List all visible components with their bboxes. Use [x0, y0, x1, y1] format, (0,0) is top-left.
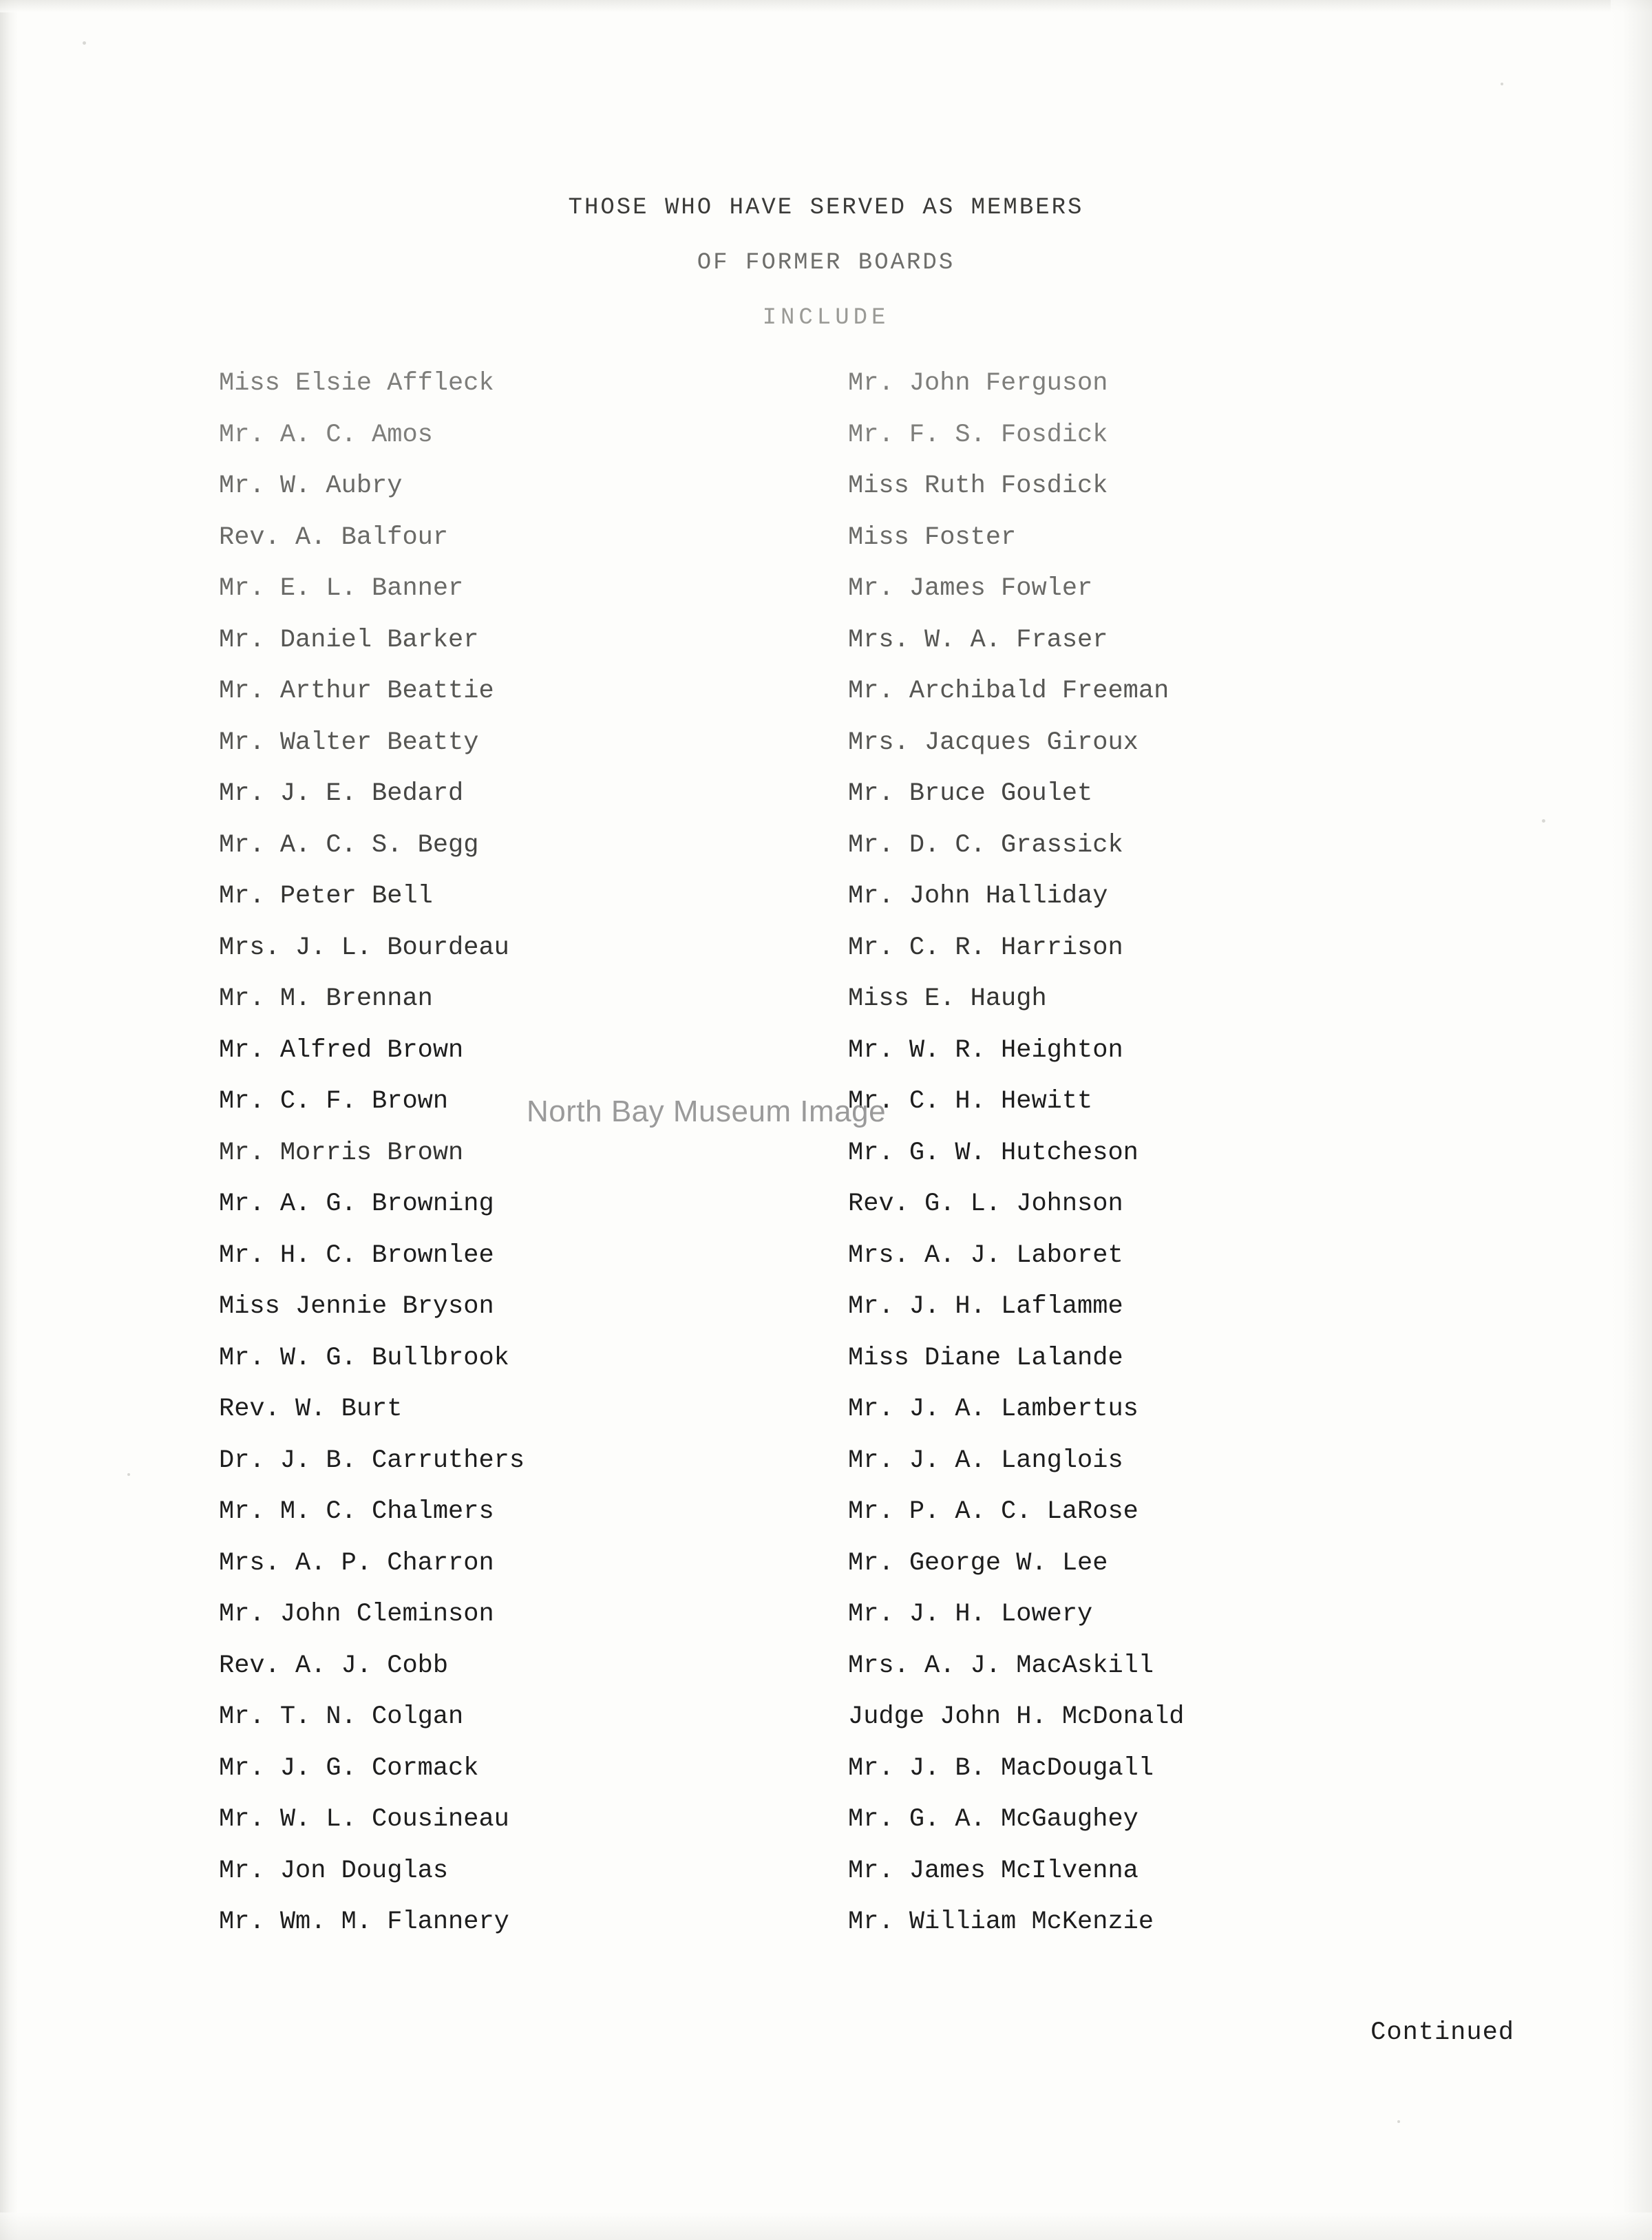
list-item: Mr. D. C. Grassick	[848, 830, 1123, 860]
paper-speck	[1397, 2120, 1400, 2123]
list-item: Mr. J. A. Langlois	[848, 1446, 1123, 1475]
list-item: Mr. Arthur Beattie	[219, 677, 494, 706]
list-item: Mr. Morris Brown	[219, 1138, 464, 1167]
name-columns	[0, 358, 1652, 1934]
list-item: Mr. James McIlvenna	[848, 1856, 1139, 1885]
list-item: Mr. T. N. Colgan	[219, 1702, 464, 1731]
list-item: Mr. C. F. Brown	[219, 1087, 449, 1116]
list-item: Mr. M. Brennan	[219, 984, 433, 1013]
list-item: Mr. H. C. Brownlee	[219, 1240, 494, 1270]
list-item: Miss Elsie Affleck	[219, 369, 494, 398]
list-item: Dr. J. B. Carruthers	[219, 1446, 525, 1475]
heading-line-3: INCLUDE	[762, 305, 890, 331]
list-item: Rev. W. Burt	[219, 1395, 403, 1424]
list-item: Mrs. Jacques Giroux	[848, 728, 1139, 757]
list-item: Mr. J. H. Lowery	[848, 1600, 1093, 1629]
list-item: Mrs. A. P. Charron	[219, 1548, 494, 1578]
list-item: Mr. J. E. Bedard	[219, 779, 464, 808]
list-item: Mr. J. A. Lambertus	[848, 1395, 1139, 1424]
list-item: Mr. F. S. Fosdick	[848, 420, 1108, 450]
heading-line-1: THOSE WHO HAVE SERVED AS MEMBERS	[568, 195, 1084, 221]
list-item: Mr. M. C. Chalmers	[219, 1497, 494, 1526]
list-item: Mr. A. C. Amos	[219, 420, 433, 450]
list-item: Mr. Archibald Freeman	[848, 677, 1169, 706]
document-heading	[0, 180, 1652, 346]
list-item: Mr. W. G. Bullbrook	[219, 1343, 509, 1373]
list-item: Mrs. A. J. Laboret	[848, 1240, 1123, 1270]
list-item: Miss Ruth Fosdick	[848, 472, 1108, 500]
list-item: Mr. W. L. Cousineau	[219, 1805, 509, 1834]
list-item: Mr. W. Aubry	[219, 472, 403, 500]
list-item: Judge John H. McDonald	[848, 1702, 1185, 1731]
list-item: Rev. G. L. Johnson	[848, 1190, 1123, 1218]
list-item: Mr. Jon Douglas	[219, 1856, 449, 1885]
list-item: Mr. P. A. C. LaRose	[848, 1497, 1139, 1526]
list-item: Rev. A. J. Cobb	[219, 1651, 449, 1680]
list-item: Mr. Bruce Goulet	[848, 779, 1093, 808]
name-column-left	[219, 358, 838, 1948]
list-item: Mr. George W. Lee	[848, 1548, 1108, 1578]
continued-note: Continued	[1370, 2018, 1514, 2047]
paper-speck	[83, 41, 86, 45]
watermark-text: North Bay Museum Image	[527, 1095, 887, 1128]
list-item: Mr. William McKenzie	[848, 1908, 1154, 1936]
list-item: Mr. James Fowler	[848, 574, 1093, 603]
paper-speck	[1501, 83, 1503, 85]
list-item: Mr. Alfred Brown	[219, 1035, 464, 1065]
list-item: Mr. E. L. Banner	[219, 574, 464, 603]
list-item: Mr. J. G. Cormack	[219, 1753, 479, 1783]
heading-line-2: OF FORMER BOARDS	[697, 250, 955, 276]
list-item: Mrs. W. A. Fraser	[848, 625, 1108, 655]
list-item: Miss Jennie Bryson	[219, 1292, 494, 1321]
list-item: Mr. John Ferguson	[848, 369, 1108, 398]
list-item: Mr. C. R. Harrison	[848, 933, 1123, 962]
list-item: Mr. A. G. Browning	[219, 1190, 494, 1218]
list-item: Mr. Peter Bell	[219, 882, 433, 911]
list-item: Mr. J. H. Laflamme	[848, 1292, 1123, 1321]
list-item: Mr. G. A. McGaughey	[848, 1805, 1139, 1834]
list-item: Miss Foster	[848, 522, 1017, 552]
scan-edge-bottom	[0, 2212, 1652, 2240]
list-item: Mr. J. B. MacDougall	[848, 1753, 1154, 1783]
list-item: Mr. A. C. S. Begg	[219, 830, 479, 860]
list-item: Mr. Daniel Barker	[219, 625, 479, 655]
list-item: Miss Diane Lalande	[848, 1343, 1123, 1373]
name-column-right	[848, 358, 1523, 1948]
list-item: Mr. John Halliday	[848, 882, 1108, 911]
list-item: Mr. G. W. Hutcheson	[848, 1138, 1139, 1167]
list-item: Miss E. Haugh	[848, 984, 1047, 1013]
list-item: Mr. John Cleminson	[219, 1600, 494, 1629]
list-item: Mr. Walter Beatty	[219, 728, 479, 757]
list-item: Mr. C. H. Hewitt	[848, 1087, 1093, 1116]
list-item: Mr. Wm. M. Flannery	[219, 1908, 509, 1936]
list-item: Mrs. A. J. MacAskill	[848, 1651, 1154, 1680]
scan-edge-top	[0, 0, 1652, 12]
list-item: Rev. A. Balfour	[219, 522, 449, 552]
list-item: Mrs. J. L. Bourdeau	[219, 933, 509, 962]
list-item: Mr. W. R. Heighton	[848, 1035, 1123, 1065]
